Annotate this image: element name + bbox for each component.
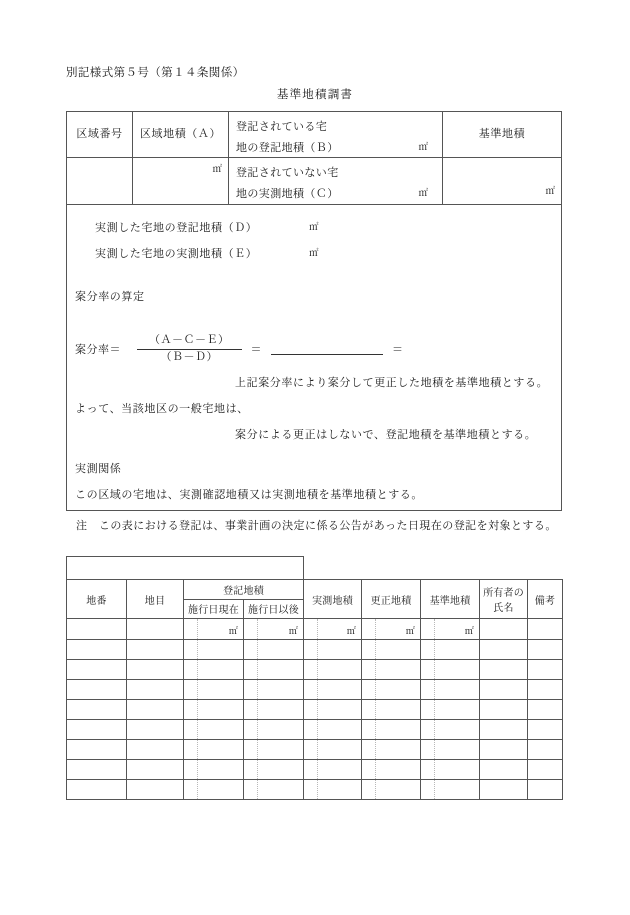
stub-filler-4 (480, 557, 528, 580)
col-header-area-size (133, 112, 229, 158)
measured-actual-label: 実測した宅地の実測地積（Ｅ） (95, 248, 258, 260)
measured-registered-unit: ㎡ (309, 223, 319, 233)
proration-formula-label: 案分率＝ (75, 344, 121, 357)
proration-formula (75, 334, 413, 365)
cell-remarks[interactable] (528, 640, 563, 660)
cell-registered-after[interactable] (244, 660, 304, 680)
table-row (67, 760, 563, 780)
cell-measured-area[interactable] (304, 760, 362, 780)
table-row (67, 720, 563, 740)
value-area-size[interactable] (133, 158, 229, 205)
unregistered-land-line2-label: 地の実測地積（Ｃ） (236, 188, 339, 200)
cell-corrected-area[interactable] (362, 700, 421, 720)
survey-section-label: 実測関係 (75, 463, 122, 475)
th-registered-area: 登記地積 (184, 580, 304, 600)
cell-registered-current[interactable] (184, 640, 244, 660)
proration-fraction (137, 334, 242, 365)
cell-standard-area[interactable] (421, 740, 480, 760)
conclusion-body: 案分による更正はしないで、登記地積を基準地積とする。 (235, 429, 537, 441)
table-row (67, 619, 563, 640)
summary-panel (66, 111, 562, 511)
proration-denominator: （Ｂ－Ｄ） (160, 350, 218, 363)
cell-remarks[interactable] (528, 700, 563, 720)
cell-remarks[interactable] (528, 619, 563, 640)
detail-table-body (67, 640, 563, 800)
cell-standard-area[interactable] (421, 780, 480, 800)
cell-registered-current[interactable] (184, 680, 244, 700)
table-row (67, 680, 563, 700)
cell-lot-number[interactable] (67, 680, 127, 700)
cell-registered-after[interactable] (244, 780, 304, 800)
table-row (67, 740, 563, 760)
th-land-category: 地目 (127, 580, 184, 619)
cell-owner-name[interactable] (480, 680, 528, 700)
detail-table (66, 556, 563, 800)
stub-filler-5 (528, 557, 563, 580)
cell-owner-name[interactable] (480, 640, 528, 660)
cell-remarks[interactable] (528, 660, 563, 680)
proration-result-note: 上記案分率により案分して更正した地積を基準地積とする。 (235, 377, 549, 389)
cell-owner-name[interactable] (480, 780, 528, 800)
value-area-number[interactable] (67, 158, 133, 205)
th-remarks: 備考 (528, 580, 563, 619)
summary-grid (67, 112, 561, 205)
th-registered-after: 施行日以後 (244, 599, 304, 619)
unit-corrected: ㎡ (405, 626, 415, 636)
cell-corrected-area[interactable] (362, 660, 421, 680)
unregistered-land-cell (229, 158, 443, 205)
cell-standard-area[interactable] (421, 619, 480, 640)
cell-owner-name[interactable] (480, 720, 528, 740)
unit-measured: ㎡ (346, 626, 356, 636)
registered-land-line2 (236, 138, 434, 159)
cell-land-category[interactable] (127, 760, 184, 780)
cell-registered-after[interactable] (244, 720, 304, 740)
cell-measured-area[interactable] (304, 680, 362, 700)
cell-measured-area[interactable] (304, 660, 362, 680)
cell-lot-number[interactable] (67, 640, 127, 660)
th-owner-name: 所有者の氏名 (480, 580, 528, 619)
th-standard-area: 基準地積 (421, 580, 480, 619)
cell-registered-after[interactable] (244, 700, 304, 720)
cell-registered-current[interactable] (184, 720, 244, 740)
formula-equals-2: ＝ (392, 344, 404, 357)
cell-remarks[interactable] (528, 680, 563, 700)
cell-registered-after[interactable] (244, 619, 304, 640)
cell-land-category[interactable] (127, 700, 184, 720)
cell-corrected-area[interactable] (362, 640, 421, 660)
col-header-standard-area (443, 112, 561, 158)
unit-registered-after: ㎡ (288, 626, 298, 636)
cell-land-category[interactable] (127, 660, 184, 680)
conclusion-lead: よって、当該地区の一般宅地は、 (75, 403, 249, 415)
th-measured-area: 実測地積 (304, 580, 362, 619)
unregistered-land-unit: ㎡ (418, 189, 428, 199)
stub-filler-1 (304, 557, 362, 580)
cell-registered-current[interactable] (184, 780, 244, 800)
col-header-area-number-label: 区域番号 (76, 127, 123, 140)
cell-registered-after[interactable] (244, 740, 304, 760)
th-lot-number: 地番 (67, 580, 127, 619)
th-registered-current: 施行日現在 (184, 599, 244, 619)
cell-measured-area[interactable] (304, 740, 362, 760)
th-corrected-area: 更正地積 (362, 580, 421, 619)
cell-standard-area[interactable] (421, 700, 480, 720)
cell-owner-name[interactable] (480, 660, 528, 680)
measured-actual-unit: ㎡ (309, 249, 319, 259)
cell-remarks[interactable] (528, 780, 563, 800)
measured-actual-line (95, 245, 319, 261)
document-title: 基準地積調書 (276, 89, 354, 101)
formula-blank-fraction[interactable] (271, 343, 383, 355)
cell-land-category[interactable] (127, 740, 184, 760)
cell-corrected-area[interactable] (362, 680, 421, 700)
cell-corrected-area[interactable] (362, 720, 421, 740)
cell-registered-after[interactable] (244, 640, 304, 660)
cell-land-category[interactable] (127, 680, 184, 700)
table-note: 注 この表における登記は、事業計画の決定に係る公告があった日現在の登記を対象とする。 (76, 520, 557, 532)
cell-lot-number[interactable] (67, 740, 127, 760)
detail-header-row-1 (67, 580, 563, 600)
cell-remarks[interactable] (528, 740, 563, 760)
cell-measured-area[interactable] (304, 780, 362, 800)
formula-equals-1: ＝ (250, 344, 262, 357)
col-header-area-number (67, 112, 133, 158)
cell-corrected-area[interactable] (362, 780, 421, 800)
cell-registered-current[interactable] (184, 700, 244, 720)
cell-measured-area[interactable] (304, 619, 362, 640)
cell-land-category[interactable] (127, 720, 184, 740)
unregistered-land-line2 (236, 184, 434, 205)
value-standard-area[interactable] (443, 158, 561, 205)
registered-land-line1: 登記されている宅 (236, 121, 328, 133)
unregistered-land-line1: 登記されていない宅 (236, 167, 339, 179)
cell-corrected-area[interactable] (362, 740, 421, 760)
cell-standard-area[interactable] (421, 660, 480, 680)
table-row (67, 780, 563, 800)
cell-owner-name[interactable] (480, 700, 528, 720)
cell-registered-after[interactable] (244, 680, 304, 700)
table-row (67, 660, 563, 680)
cell-measured-area[interactable] (304, 640, 362, 660)
cell-owner-name[interactable] (480, 619, 528, 640)
proration-section-label: 案分率の算定 (75, 291, 145, 303)
cell-registered-current[interactable] (184, 660, 244, 680)
unit-registered-current: ㎡ (228, 626, 238, 636)
cell-measured-area[interactable] (304, 720, 362, 740)
stub-cell[interactable] (67, 557, 304, 580)
cell-standard-area[interactable] (421, 720, 480, 740)
cell-lot-number[interactable] (67, 660, 127, 680)
cell-remarks[interactable] (528, 760, 563, 780)
table-row (67, 640, 563, 660)
stub-filler-3 (421, 557, 480, 580)
table-row (67, 700, 563, 720)
cell-lot-number[interactable] (67, 780, 127, 800)
cell-corrected-area[interactable] (362, 760, 421, 780)
cell-lot-number[interactable] (67, 720, 127, 740)
cell-standard-area[interactable] (421, 760, 480, 780)
measured-registered-line (95, 219, 319, 235)
cell-registered-after[interactable] (244, 760, 304, 780)
cell-measured-area[interactable] (304, 700, 362, 720)
stub-row (67, 557, 563, 580)
measured-registered-label: 実測した宅地の登記地積（Ｄ） (95, 222, 258, 234)
cell-registered-current[interactable] (184, 619, 244, 640)
cell-land-category[interactable] (127, 640, 184, 660)
col-header-standard-area-label: 基準地積 (478, 127, 526, 140)
cell-owner-name[interactable] (480, 760, 528, 780)
proration-numerator: （Ａ－Ｃ－Ｅ） (137, 334, 242, 350)
cell-lot-number[interactable] (67, 619, 127, 640)
cell-lot-number[interactable] (67, 760, 127, 780)
cell-owner-name[interactable] (480, 740, 528, 760)
form-number: 別記様式第５号（第１４条関係） (66, 67, 245, 79)
cell-standard-area[interactable] (421, 680, 480, 700)
detail-table-wrapper (66, 556, 562, 800)
cell-lot-number[interactable] (67, 700, 127, 720)
registered-land-unit: ㎡ (418, 143, 428, 153)
stub-filler-2 (362, 557, 421, 580)
survey-body: この区域の宅地は、実測確認地積又は実測地積を基準地積とする。 (75, 489, 423, 501)
standard-area-unit: ㎡ (545, 187, 555, 198)
unit-standard: ㎡ (464, 626, 474, 636)
cell-land-category[interactable] (127, 780, 184, 800)
cell-corrected-area[interactable] (362, 619, 421, 640)
registered-land-cell (229, 112, 443, 158)
area-size-unit: ㎡ (212, 165, 222, 176)
cell-standard-area[interactable] (421, 640, 480, 660)
cell-land-category[interactable] (127, 619, 184, 640)
cell-registered-current[interactable] (184, 760, 244, 780)
cell-registered-current[interactable] (184, 740, 244, 760)
col-header-area-size-label: 区域地積（Ａ） (139, 127, 222, 140)
cell-remarks[interactable] (528, 720, 563, 740)
registered-land-line2-label: 地の登記地積（Ｂ） (236, 142, 339, 154)
